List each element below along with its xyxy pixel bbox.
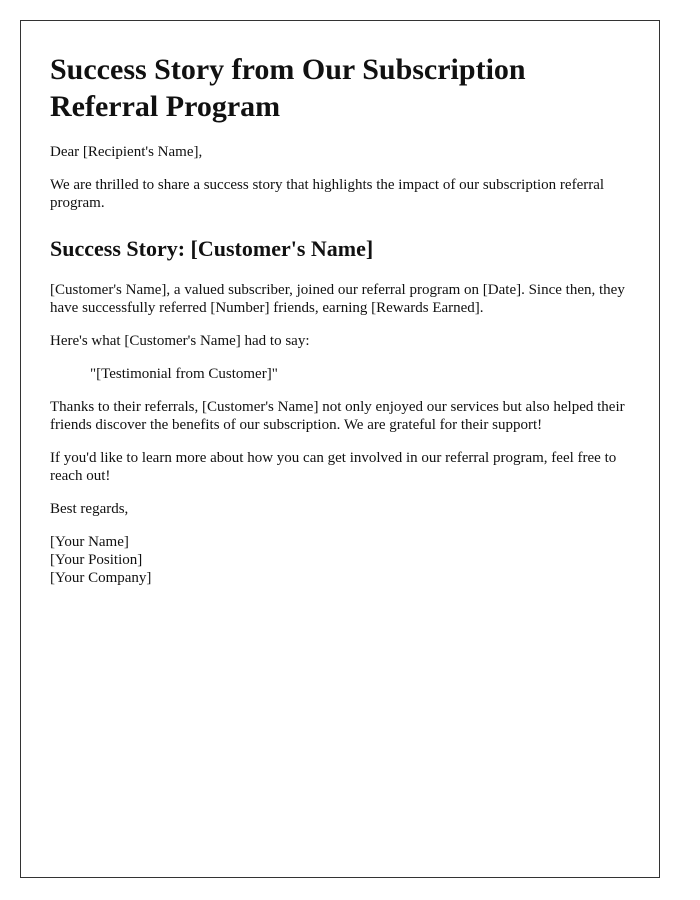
signature-company: [Your Company] (50, 570, 152, 586)
sign-off: Best regards, (50, 501, 129, 517)
signature-name: [Your Name] (50, 534, 129, 550)
intro-paragraph: We are thrilled to share a success story that highlights the impact of our subscription referral program. (50, 177, 605, 211)
letter-content (50, 51, 640, 587)
letter-page (20, 20, 660, 878)
testimonial-quote: "[Testimonial from Customer]" (90, 366, 278, 382)
salutation: Dear [Recipient's Name], (50, 144, 203, 160)
quote-intro: Here's what [Customer's Name] had to say: (50, 333, 310, 349)
letter-title: Success Story from Our Subscription Referral Program (50, 53, 526, 123)
signature-position: [Your Position] (50, 552, 143, 568)
story-paragraph: [Customer's Name], a valued subscriber, joined our referral program on [Date]. Since then, they have successfully referred [Number] friends, earning [Rewards Earned]. (50, 282, 625, 316)
thanks-paragraph: Thanks to their referrals, [Customer's Name] not only enjoyed our services but also helped their friends discover the benefits of our subscription. We are grateful for their support! (50, 399, 625, 433)
closing-note: If you'd like to learn more about how you can get involved in our referral program, feel free to reach out! (50, 450, 617, 484)
signature-block (50, 533, 640, 587)
section-heading: Success Story: [Customer's Name] (50, 236, 374, 261)
